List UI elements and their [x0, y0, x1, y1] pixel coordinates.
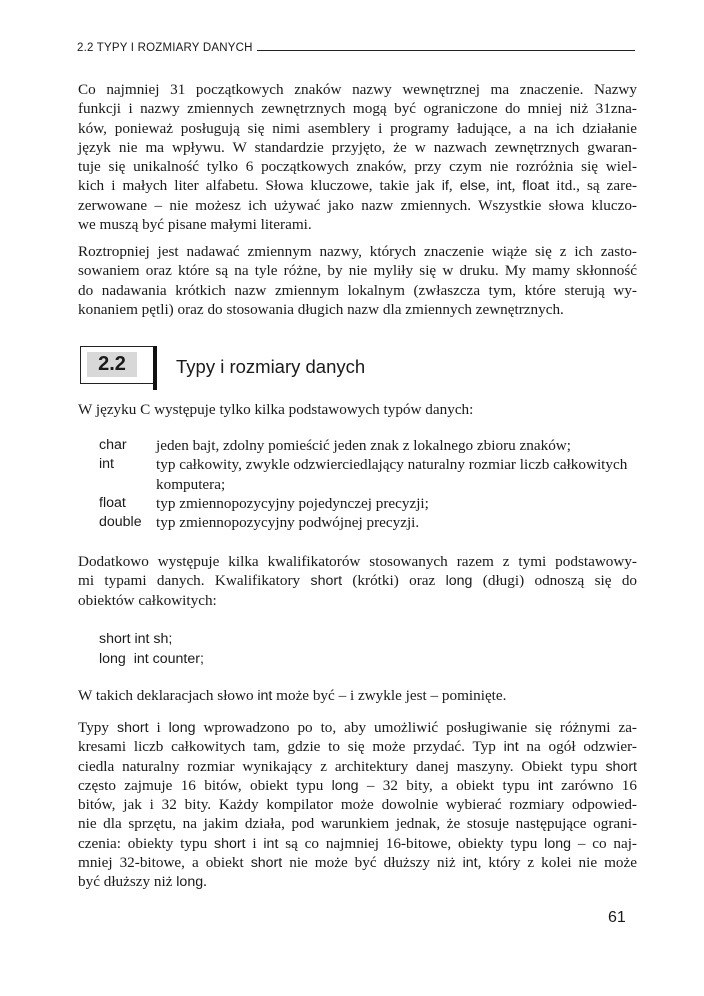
- keyword: if: [441, 178, 449, 195]
- text-line: kresami liczb całkowitych tam, gdzie to się może przydać. Typ int na ogół odzwier-: [78, 738, 637, 756]
- text-line: obiektów całkowitych:: [78, 591, 217, 609]
- text-line: język nie ma wpływu. W standardzie przyjęto, że w nazwach zewnętrznych gwaran-: [78, 138, 637, 156]
- type-description: jeden bajt, zdolny pomieścić jeden znak z lokalnego zbioru znaków;: [156, 437, 571, 454]
- keyword: int: [263, 835, 279, 852]
- keyword: short: [116, 720, 149, 736]
- keyword: short: [310, 573, 343, 590]
- running-header: [77, 40, 635, 54]
- text-line: we muszą być pisane małymi literami.: [78, 216, 312, 234]
- text-line: mi typami danych. Kwalifikatory short (krótki) oraz long (długi) odnoszą się do: [78, 572, 638, 590]
- text-line: ków, ponieważ posługują się nimi asemblery i programy ładujące, a na ich działanie: [78, 119, 637, 137]
- keyword: int: [537, 777, 553, 794]
- text-line: kich i małych liter alfabetu. Słowa kluczowe, takie jak if, else, int, float itd., są zare-: [78, 177, 638, 195]
- type-name: char: [99, 437, 127, 453]
- keyword: short: [605, 758, 637, 775]
- keyword: short: [214, 835, 246, 852]
- text-line: być dłuższy niż long.: [78, 873, 207, 891]
- text-line: tuje się unikalność tylko 6 początkowych znaków, przy czym nie rozróżnia się wiel-: [78, 158, 637, 176]
- keyword: short: [250, 855, 283, 872]
- keyword: long: [176, 874, 204, 891]
- keyword: long: [544, 835, 571, 852]
- text-line: często zajmuje 16 bitów, obiekt typu long – 32 bity, a obiekt typu int zarówno 16: [78, 776, 637, 794]
- text-line: W języku C występuje tylko kilka podstawowych typów danych:: [78, 401, 474, 418]
- type-name: double: [99, 514, 142, 531]
- paragraph-types-intro: [78, 400, 637, 419]
- paragraph-qualifiers: [78, 552, 637, 610]
- list-item: [99, 436, 639, 455]
- paragraph-short-long: [78, 718, 637, 892]
- keyword: int: [257, 688, 273, 704]
- text-line: bitów, jak i 32 bity. Każdy kompilator może dowolnie wybierać rozmiary odpowied-: [78, 796, 637, 814]
- code-block: [99, 629, 204, 669]
- section-title: Typy i rozmiary danych: [176, 356, 366, 377]
- type-name: int: [99, 456, 114, 473]
- paragraph-naming: [78, 242, 637, 319]
- section-box-bar: [153, 346, 157, 390]
- type-description: komputera;: [156, 475, 226, 493]
- type-name: [99, 475, 156, 494]
- code-line: long int counter;: [99, 651, 204, 667]
- list-item: [99, 494, 639, 513]
- text-line: nie dla sprzętu, na jakim działa, pod warunkiem jednak, że stosuje następujące ograni-: [78, 815, 637, 833]
- text-line: czenia: obiekty typu short i int są co najmniej 16-bitowe, obiekty typu long – co naj-: [78, 834, 637, 852]
- text-line: ciedla naturalny rozmiar wynikający z architektury danej maszyny. Obiekt typu short: [78, 757, 637, 775]
- text-line: do nadawania krótkich nazw zmiennym lokalnym (zwłaszcza tym, które sterują wy-: [78, 281, 637, 299]
- text-line: funkcji i nazwy zmiennych zewnętrznych mogą być ograniczone do mniej niż 31zna-: [78, 100, 637, 118]
- text-line: W takich deklaracjach słowo int może być – i zwykle jest – pominięte.: [78, 687, 507, 704]
- keyword: float: [522, 178, 550, 195]
- text-line: zerwowane – nie możesz ich używać jako nazw zmiennych. Wszystkie słowa kluczo-: [78, 196, 637, 214]
- text-line: konaniem pętli) oraz do stosowania długich nazw dla zmiennych zewnętrznych.: [78, 300, 564, 318]
- text-line: sowaniem oraz które są na tyle różne, by nie myliły się w druku. My mamy skłonność: [78, 262, 637, 280]
- keyword: long: [331, 777, 359, 794]
- paragraph-int-omitted: [78, 686, 637, 705]
- type-description: typ zmiennopozycyjny podwójnej precyzji.: [156, 514, 420, 532]
- code-line: short int sh;: [99, 631, 173, 647]
- keyword: long: [168, 720, 196, 736]
- keyword: int: [462, 855, 478, 872]
- type-description: typ całkowity, zwykle odzwierciedlający naturalny rozmiar liczb całkowitych: [156, 456, 628, 474]
- section-number-box: [80, 346, 156, 384]
- keyword: else: [459, 178, 486, 195]
- header-rule: [257, 50, 635, 51]
- running-title: 2.2 TYPY I ROZMIARY DANYCH: [77, 42, 253, 54]
- types-list: [99, 436, 639, 532]
- list-item: [99, 455, 639, 474]
- section-number: 2.2: [87, 352, 137, 377]
- page-number: 61: [608, 909, 626, 926]
- list-item: [99, 513, 639, 532]
- paragraph-identifiers: [78, 80, 637, 234]
- text-line: mniej 32-bitowe, a obiekt short nie może być dłuższy niż int, który z kolei nie może: [78, 854, 637, 872]
- type-name: float: [99, 494, 126, 511]
- text-line: Typy short i long wprowadzono po to, aby umożliwić posługiwanie się różnymi za-: [78, 719, 637, 736]
- list-item: [99, 475, 639, 494]
- text-line: Roztropniej jest nadawać zmiennym nazwy, których znaczenie wiąże się z ich zasto-: [78, 243, 637, 260]
- keyword: int: [496, 178, 512, 195]
- text-line: Dodatkowo występuje kilka kwalifikatorów stosowanych razem z tymi podstawowy-: [78, 553, 637, 570]
- keyword: int: [503, 739, 519, 756]
- text-line: Co najmniej 31 początkowych znaków nazwy wewnętrznej ma znaczenie. Nazwy: [78, 81, 637, 98]
- keyword: long: [445, 573, 473, 590]
- type-description: typ zmiennopozycyjny pojedynczej precyzji;: [156, 494, 429, 512]
